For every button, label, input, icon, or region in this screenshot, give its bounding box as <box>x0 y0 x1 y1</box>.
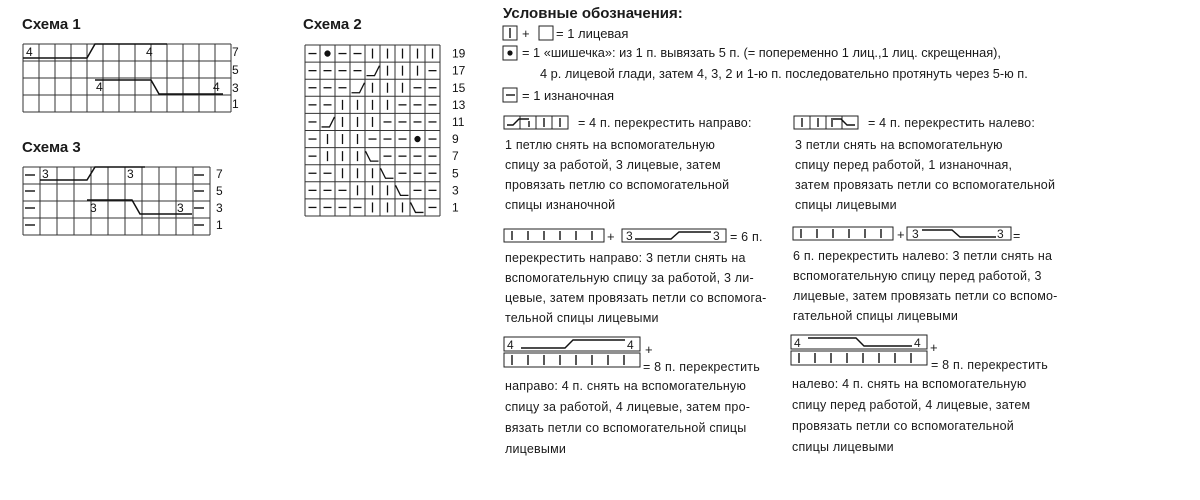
scheme-2-row-number: 15 <box>452 80 466 95</box>
cable-8-left-line: спицы лицевыми <box>792 440 894 454</box>
cable-8-right-line: вязать петли со вспомогательной спицы <box>505 421 747 435</box>
cable-6-left-line: гательной спицы лицевыми <box>793 309 959 323</box>
scheme-2-row-number: 7 <box>452 149 459 164</box>
cable-6-left-line: лицевые, затем провязать петли со вспомо- <box>793 289 1058 303</box>
cable-6-right-num: 3 <box>626 229 633 243</box>
cable-4-left-symbol <box>793 113 863 133</box>
cable-6-left-eq: = <box>1013 229 1021 243</box>
cable-4-right-line: 1 петлю снять на вспомогательную <box>505 138 716 152</box>
cable-4-right-eq: = 4 п. перекрестить направо: <box>578 116 752 130</box>
scheme-1-title: Схема 1 <box>22 16 81 33</box>
scheme-3-row-number: 7 <box>216 167 223 181</box>
cable-8-right-eq: = 8 п. перекрестить <box>643 360 760 374</box>
scheme-2-row-numbers <box>452 47 466 215</box>
cable-4-left-eq: = 4 п. перекрестить налево: <box>868 116 1036 130</box>
scheme-2-row-number: 11 <box>452 114 465 129</box>
scheme-1-grid <box>23 44 231 112</box>
cable-mark <box>352 83 365 93</box>
cable-4-left-line: спицы лицевыми <box>795 198 897 212</box>
bobble-icon <box>507 50 512 55</box>
legend-knit-text: = 1 лицевая <box>556 26 629 41</box>
cable-8-right-plus: + <box>645 342 653 357</box>
cable-mark <box>381 168 394 178</box>
cable-6-right-num: 3 <box>713 229 720 243</box>
cable-mark <box>322 117 335 127</box>
cable-8-right-num: 4 <box>507 338 514 352</box>
scheme-3-cables <box>40 167 192 214</box>
legend-knit-symbols <box>502 24 562 42</box>
scheme-3-cable-number: 3 <box>90 201 97 215</box>
cable-4-left-line: затем провязать петли со вспомогательной <box>795 178 1056 192</box>
scheme-3-row-number: 3 <box>216 201 223 215</box>
scheme-3-row-number: 1 <box>216 218 223 232</box>
legend-plus: + <box>522 26 530 41</box>
cable-mark <box>396 185 409 195</box>
scheme-2-title: Схема 2 <box>303 16 362 33</box>
scheme-2-row-number: 17 <box>452 63 466 78</box>
scheme-3-cable-number: 3 <box>127 167 134 181</box>
cable-mark <box>367 66 380 76</box>
cable-6-left-line: вспомогательную спицу перед работой, 3 <box>793 269 1042 283</box>
scheme-1-row-number: 5 <box>232 63 239 77</box>
scheme-3-cable-number: 3 <box>42 167 49 181</box>
cable-4-right-line: провязать петлю со вспомогательной <box>505 178 730 192</box>
legend-bobble-text-1: = 1 «шишечка»: из 1 п. вывязать 5 п. (= попеременно 1 лиц.,1 лиц. скрещенная), <box>522 45 1001 60</box>
cable-8-left-line: спицу перед работой, 4 лицевые, затем <box>792 398 1031 412</box>
cable-6-left-num: 3 <box>997 227 1004 241</box>
scheme-2-row-number: 5 <box>452 166 459 181</box>
scheme-1-cable-right <box>95 80 223 94</box>
cable-8-left-symbol <box>790 333 930 369</box>
scheme-1-row-number: 3 <box>232 81 239 95</box>
bobble-mark <box>325 51 330 56</box>
cable-8-right-num: 4 <box>627 338 634 352</box>
cable-6-right-line: перекрестить направо: 3 петли снять на <box>505 251 746 265</box>
cable-8-left-line: провязать петли со вспомогательной <box>792 419 1014 433</box>
cable-6-right-line: вспомогательную спицу за работой, 3 ли- <box>505 271 754 285</box>
legend-bobble-text-2: 4 р. лицевой глади, затем 4, 3, 2 и 1-ю п. последовательно протянуть через 5-ю п. <box>540 66 1028 81</box>
empty-cell-icon <box>539 26 553 40</box>
cable-4-left-line: спицу перед работой, 1 изнаночная, <box>795 158 1013 172</box>
cable-8-left-line: налево: 4 п. снять на вспомогательную <box>792 377 1027 391</box>
legend-title: Условные обозначения: <box>503 5 683 22</box>
scheme-1-cable-number: 4 <box>96 80 103 94</box>
cable-8-right-symbol <box>503 335 643 371</box>
scheme-1-cables <box>23 44 223 94</box>
cable-6-right-symbol <box>503 226 733 246</box>
cable-4-right-line: спицу за работой, 3 лицевые, затем <box>505 158 721 172</box>
scheme-2-row-number: 1 <box>452 200 459 215</box>
cable-6-left-num: 3 <box>912 227 919 241</box>
legend-purl-symbol <box>502 86 520 104</box>
cable-8-left-num: 4 <box>794 336 801 350</box>
bobble-mark <box>415 137 420 142</box>
scheme-1-cable-number: 4 <box>146 45 153 59</box>
cable-8-right-line: направо: 4 п. снять на вспомогательную <box>505 379 747 393</box>
scheme-1-cable-number: 4 <box>213 80 220 94</box>
cable-6-right-plus: + <box>607 229 615 244</box>
cable-8-left-plus: + <box>930 340 938 355</box>
cable-6-right-eq: = 6 п. <box>730 230 763 244</box>
scheme-1-row-number: 7 <box>232 45 239 59</box>
cable-mark <box>411 202 424 212</box>
cable-8-right-line: лицевыми <box>505 442 567 456</box>
cable-6-right-line: тельной спицы лицевыми <box>505 311 659 325</box>
scheme-2-row-number: 3 <box>452 183 459 198</box>
cable-8-right-line: спицу за работой, 4 лицевые, затем про- <box>505 400 751 414</box>
scheme-2-row-number: 13 <box>452 97 466 112</box>
scheme-3-cable-number: 3 <box>177 201 184 215</box>
cable-mark <box>366 151 379 161</box>
cable-6-right-line: цевые, затем провязать петли со вспомога- <box>505 291 767 305</box>
cable-6-left-plus: + <box>897 227 905 242</box>
cable-4-right-symbol <box>503 113 573 133</box>
scheme-2-row-number: 9 <box>452 132 459 147</box>
scheme-3-title: Схема 3 <box>22 139 81 156</box>
legend-purl-text: = 1 изнаночная <box>522 88 615 103</box>
scheme-2-row-number: 19 <box>452 46 466 61</box>
scheme-3-row-number: 5 <box>216 184 223 198</box>
cable-6-left-symbol <box>792 224 1022 244</box>
cable-8-left-num: 4 <box>914 336 921 350</box>
legend-bobble-symbol <box>502 44 520 62</box>
cable-4-right-line: спицы изнаночной <box>505 198 616 212</box>
scheme-1-cable-number: 4 <box>26 45 33 59</box>
scheme-1-row-number: 1 <box>232 97 239 111</box>
cable-4-left-line: 3 петли снять на вспомогательную <box>795 138 1003 152</box>
cable-6-left-line: 6 п. перекрестить налево: 3 петли снять на <box>793 249 1053 263</box>
cable-8-left-eq: = 8 п. перекрестить <box>931 358 1048 372</box>
